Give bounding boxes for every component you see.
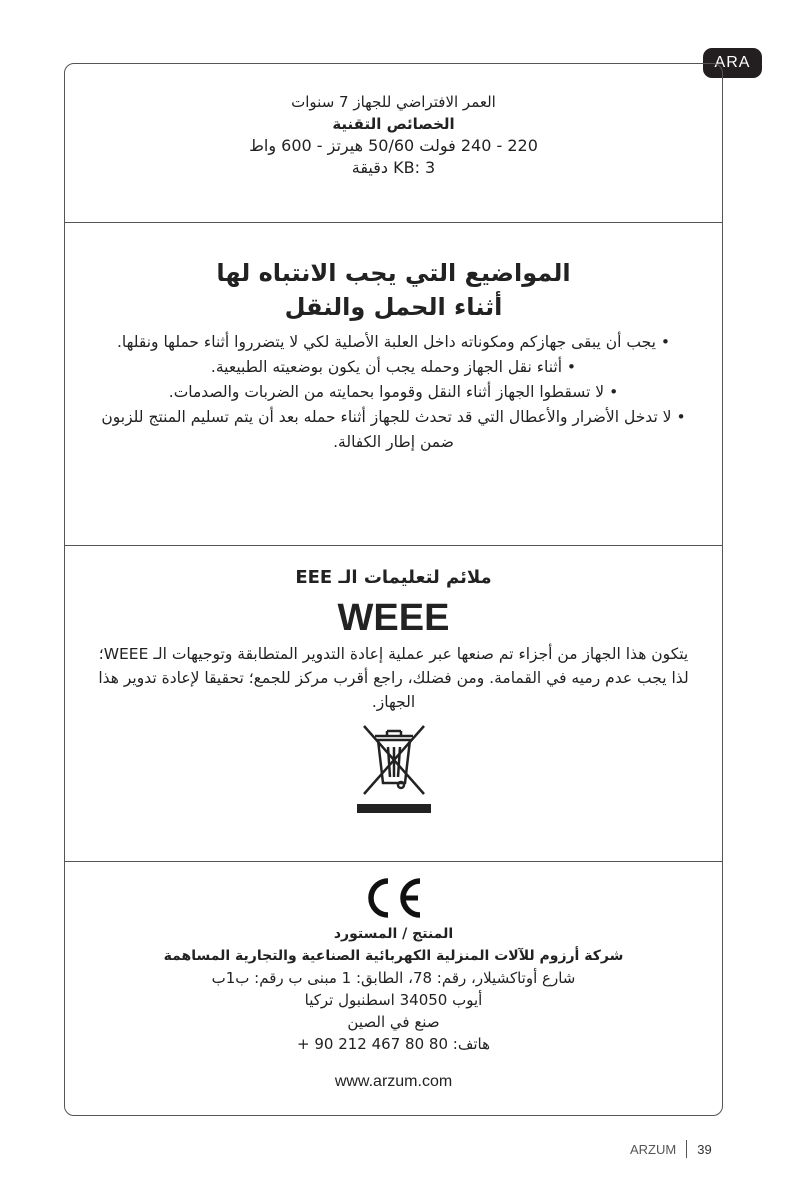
- transport-section: [65, 256, 722, 455]
- language-badge: ARA: [703, 48, 762, 78]
- ce-mark-wrapper: [65, 875, 722, 921]
- company-role: المنتج / المستورد: [333, 926, 454, 942]
- company-address: شارع أوتاكشيلار، رقم: 78، الطابق: 1 مبنى ب رقم: ب1ب: [211, 969, 576, 987]
- spec-heading: الخصائص التقنية: [332, 115, 455, 133]
- made-in-text: صنع في الصين: [347, 1013, 440, 1031]
- weee-section: [65, 564, 722, 818]
- company-city: أيوب 34050 اسطنبول تركيا: [304, 991, 483, 1009]
- weee-label: WEEE: [337, 597, 450, 639]
- crossed-bin-wrapper: [65, 722, 722, 818]
- content-frame: [64, 63, 723, 1116]
- lifetime-text: العمر الافتراضي للجهاز 7 سنوات: [291, 93, 496, 111]
- company-section: [65, 867, 722, 1109]
- company-name: شركة أرزوم للآلات المنزلية الكهربائية الصناعية والتجارية المساهمة: [163, 948, 624, 964]
- website-text: www.arzum.com: [334, 1073, 453, 1090]
- list-item: • يجب أن يبقى جهازكم ومكوناته داخل العلبة الأصلية لكي لا يتضرروا أثناء حملها ونقلها.: [116, 333, 671, 351]
- footer-separator: [686, 1140, 687, 1158]
- footer-brand: ARZUM: [630, 1141, 677, 1157]
- phone-text: هاتف: 80 80 467 212 90 +: [296, 1035, 491, 1053]
- weee-title: ملائم لتعليمات الـ EEE: [295, 567, 492, 588]
- divider: [65, 545, 722, 546]
- page-footer: [630, 1138, 725, 1160]
- list-item: • لا تدخل الأضرار والأعطال التي قد تحدث للجهاز أثناء حمله بعد أن يتم تسليم المنتج للزبون ضمن إطار الكفالة.: [101, 408, 686, 451]
- transport-bullet-list: [65, 330, 722, 455]
- transport-title-line2: أثناء الحمل والنقل: [284, 293, 503, 321]
- spec-section: [65, 91, 722, 179]
- weee-text: يتكون هذا الجهاز من أجزاء تم صنعها عبر عملية إعادة التدوير المتطابقة وتوجيهات الـ WEEE؛ لذا يجب عدم رميه في القمامة. ومن فضلك، راجع أقرب مركز للجمع؛ تحقيقا لإعادة تدوير هذا الجهاز.: [98, 645, 689, 711]
- ce-mark-icon: [363, 875, 425, 921]
- page-number: 39: [697, 1141, 712, 1157]
- transport-title-line1: المواضيع التي يجب الانتباه لها: [216, 259, 571, 287]
- divider: [65, 861, 722, 862]
- power-text: 220 - 240 فولت 50/60 هيرتز - 600 واط: [249, 136, 538, 155]
- list-item: • أثناء نقل الجهاز وحمله يجب أن يكون بوضعيته الطبيعية.: [210, 358, 577, 376]
- crossed-out-bin-icon: [357, 722, 431, 818]
- kb-text: KB: 3 دقيقة: [351, 158, 436, 177]
- list-item: • لا تسقطوا الجهاز أثناء النقل وقوموا بحمايته من الضربات والصدمات.: [168, 383, 619, 401]
- divider: [65, 222, 722, 223]
